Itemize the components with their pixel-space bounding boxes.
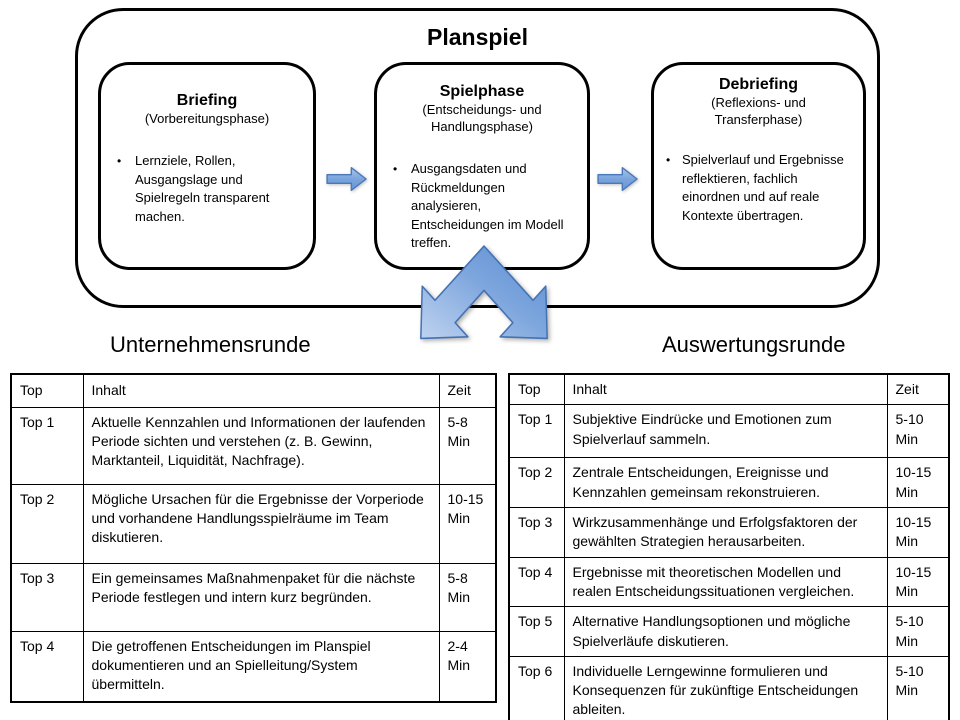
table-row bbox=[11, 407, 496, 484]
table-row bbox=[509, 656, 949, 720]
phase-bullet-item bbox=[377, 160, 587, 252]
table-row bbox=[11, 631, 496, 702]
cell-top: Top 4 bbox=[11, 631, 83, 702]
table-row bbox=[509, 607, 949, 657]
cell-inhalt: Zentrale Entscheidungen, Ereignisse und Kennzahlen gemeinsam rekonstruieren. bbox=[564, 458, 887, 508]
cell-inhalt: Individuelle Lerngewinne formulieren und Konsequenzen für zukünftige Entscheidungen ableiten. bbox=[564, 656, 887, 720]
cell-zeit: 5-8 Min bbox=[439, 563, 496, 631]
auswertungsrunde-table bbox=[508, 373, 950, 720]
phase-box-debriefing bbox=[651, 62, 866, 270]
phase-box-briefing bbox=[98, 62, 316, 270]
phase-box-spielphase bbox=[374, 62, 590, 270]
cell-zeit: 5-10 Min bbox=[887, 607, 949, 657]
cell-top: Top 2 bbox=[11, 484, 83, 563]
section-heading-unternehmensrunde: Unternehmensrunde bbox=[110, 332, 311, 357]
table-header-row bbox=[11, 374, 496, 407]
phase-subtitle: (Vorbereitungsphase) bbox=[144, 111, 270, 127]
cell-zeit: 2-4 Min bbox=[439, 631, 496, 702]
cell-top: Top 1 bbox=[11, 407, 83, 484]
column-header-inhalt: Inhalt bbox=[564, 374, 887, 405]
unternehmensrunde-table bbox=[10, 373, 497, 703]
cell-top: Top 3 bbox=[11, 563, 83, 631]
cell-inhalt: Mögliche Ursachen für die Ergebnisse der Vorperiode und vorhandene Handlungsspielräume im Team diskutieren. bbox=[83, 484, 439, 563]
table-header-row bbox=[509, 374, 949, 405]
section-heading-auswertungsrunde: Auswertungsrunde bbox=[662, 332, 846, 357]
cell-inhalt: Ergebnisse mit theoretischen Modellen und realen Entscheidungssituationen vergleichen. bbox=[564, 557, 887, 607]
cell-zeit: 10-15 Min bbox=[887, 507, 949, 557]
cell-zeit: 5-10 Min bbox=[887, 656, 949, 720]
cell-top: Top 2 bbox=[509, 458, 564, 508]
table-row bbox=[509, 507, 949, 557]
phase-title: Spielphase bbox=[439, 83, 525, 100]
phase-bullet-item bbox=[654, 151, 863, 225]
phase-title: Debriefing bbox=[718, 76, 799, 93]
cell-inhalt: Subjektive Eindrücke und Emotionen zum Spielverlauf sammeln. bbox=[564, 405, 887, 458]
cell-top: Top 6 bbox=[509, 656, 564, 720]
cell-top: Top 5 bbox=[509, 607, 564, 657]
cell-top: Top 4 bbox=[509, 557, 564, 607]
column-header-top: Top bbox=[11, 374, 83, 407]
table-row bbox=[11, 484, 496, 563]
phase-bullet-item bbox=[101, 152, 313, 226]
bullet-text: Lernziele, Rollen, Ausgangslage und Spielregeln transparent machen. bbox=[135, 153, 270, 224]
table-row bbox=[509, 405, 949, 458]
table-row bbox=[11, 563, 496, 631]
phase-subtitle: (Reflexions- und Transferphase) bbox=[711, 95, 806, 128]
bullet-icon: • bbox=[666, 153, 671, 168]
column-header-zeit: Zeit bbox=[439, 374, 496, 407]
cell-zeit: 5-8 Min bbox=[439, 407, 496, 484]
bullet-text: Ausgangsdaten und Rückmeldungen analysieren, Entscheidungen im Modell treffen. bbox=[411, 161, 564, 250]
cell-zeit: 5-10 Min bbox=[887, 405, 949, 458]
column-header-zeit: Zeit bbox=[887, 374, 949, 405]
cell-inhalt: Die getroffenen Entscheidungen im Planspiel dokumentieren und an Spielleitung/System übermitteln. bbox=[83, 631, 439, 702]
phase-title: Briefing bbox=[176, 92, 238, 109]
table-row bbox=[509, 557, 949, 607]
cell-inhalt: Ein gemeinsames Maßnahmenpaket für die nächste Periode festlegen und intern kurz begründen. bbox=[83, 563, 439, 631]
cell-top: Top 3 bbox=[509, 507, 564, 557]
bullet-icon: • bbox=[117, 154, 122, 169]
bullet-icon: • bbox=[393, 162, 398, 177]
cell-inhalt: Wirkzusammenhänge und Erfolgsfaktoren der gewählten Strategien herausarbeiten. bbox=[564, 507, 887, 557]
phase-subtitle: (Entscheidungs- und Handlungsphase) bbox=[422, 102, 542, 135]
cell-inhalt: Alternative Handlungsoptionen und mögliche Spielverläufe diskutieren. bbox=[564, 607, 887, 657]
cell-zeit: 10-15 Min bbox=[887, 458, 949, 508]
cell-inhalt: Aktuelle Kennzahlen und Informationen der laufenden Periode sichten und verstehen (z. B. Gewinn, Marktanteil, Liquidität, Nachfrage). bbox=[83, 407, 439, 484]
split-arrow-icon bbox=[408, 245, 560, 340]
column-header-top: Top bbox=[509, 374, 564, 405]
cell-zeit: 10-15 Min bbox=[439, 484, 496, 563]
bullet-text: Spielverlauf und Ergebnisse reflektieren, fachlich einordnen und auf reale Kontexte übertragen. bbox=[682, 152, 844, 223]
cell-top: Top 1 bbox=[509, 405, 564, 458]
column-header-inhalt: Inhalt bbox=[83, 374, 439, 407]
diagram-title: Planspiel bbox=[427, 24, 528, 50]
flow-arrow-right-icon bbox=[596, 166, 640, 192]
table-row bbox=[509, 458, 949, 508]
flow-arrow-right-icon bbox=[325, 166, 369, 192]
cell-zeit: 10-15 Min bbox=[887, 557, 949, 607]
